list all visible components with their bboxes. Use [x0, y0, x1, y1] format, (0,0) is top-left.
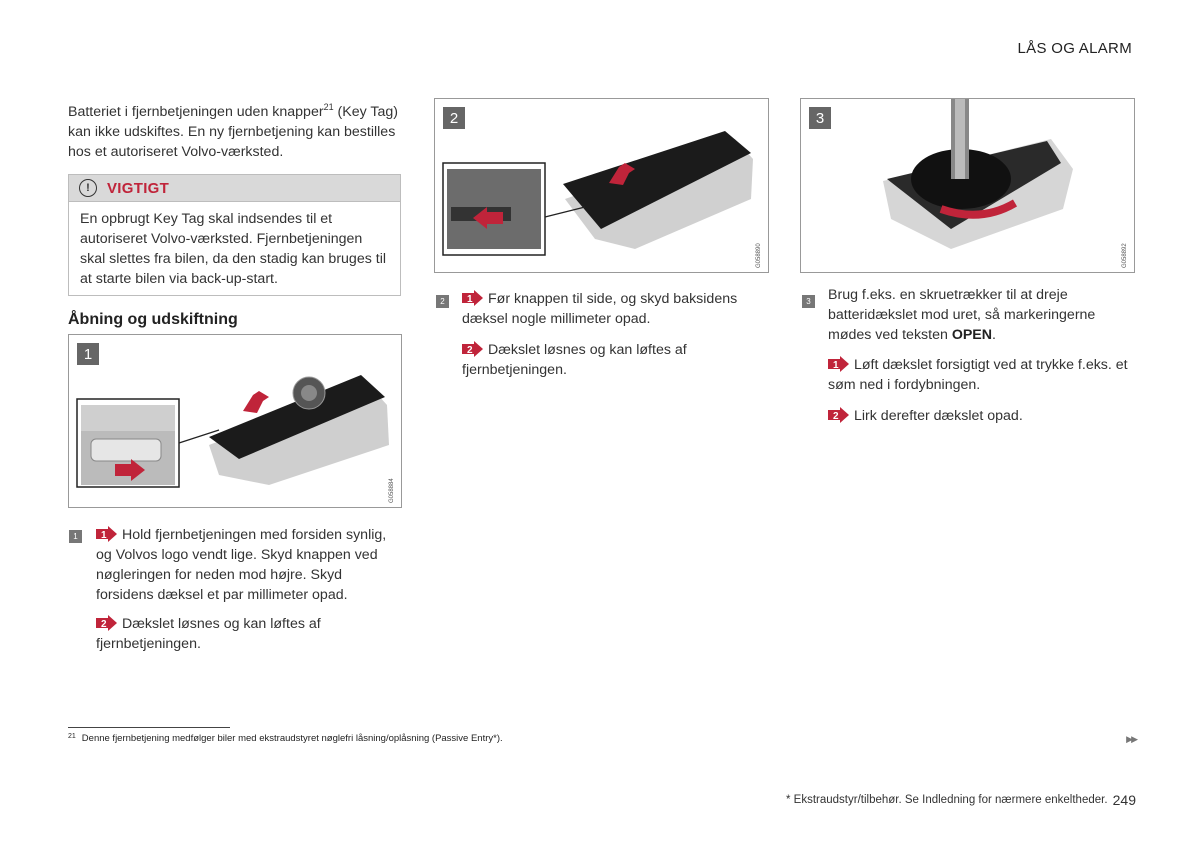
- step-3-item-1: [828, 355, 1132, 395]
- exclamation-circle-icon: !: [79, 179, 97, 197]
- step-text: Dækslet løsnes og kan løftes af fjernbetjeningen.: [462, 342, 687, 378]
- footnote-reference[interactable]: 21: [323, 102, 334, 112]
- arrow-1-icon: [471, 207, 505, 229]
- step-3-item-2: [828, 406, 1132, 426]
- marker-2-icon: [828, 407, 850, 423]
- arrow-2-icon: [607, 163, 637, 187]
- step-1-item-2: [96, 614, 396, 654]
- step-badge: 2: [436, 295, 449, 308]
- marker-1-icon: [462, 290, 484, 306]
- footer-note: * Ekstraudstyr/tilbehør. Se Indledning for nærmere enkeltheder.: [786, 794, 1108, 806]
- marker-1-icon: [828, 356, 850, 372]
- figure-label: 1: [77, 343, 99, 365]
- open-label: OPEN: [951, 327, 993, 343]
- marker-2-icon: [96, 615, 118, 631]
- important-notice: [68, 174, 401, 296]
- svg-text:2: 2: [833, 411, 839, 422]
- arrow-1-icon: [113, 459, 147, 481]
- section-title: LÅS OG ALARM: [1017, 40, 1132, 57]
- important-body: En opbrugt Key Tag skal indsendes til et autoriseret Volvo-værksted. Fjernbetjeningen skal slettes fra bilen, da den stadig kan bruges til at starte bilen via back-up-start.: [80, 211, 386, 287]
- marker-1-icon: [96, 526, 118, 542]
- footnote-divider: [68, 727, 230, 728]
- step-text: Dækslet løsnes og kan løftes af fjernbetjeningen.: [96, 616, 321, 652]
- figure-code: G058884: [389, 478, 395, 503]
- figure-code: G058890: [756, 243, 762, 268]
- svg-text:1: 1: [833, 360, 839, 371]
- figure-label: 3: [809, 107, 831, 129]
- step-2-item-2: [462, 340, 762, 380]
- step-text: Brug f.eks. en skruetrækker til at dreje batteridækslet mod uret, så markeringerne mødes ved teksten: [828, 287, 1096, 343]
- battery-cover-illustration: [801, 99, 1134, 272]
- step-1-item-1: [96, 525, 396, 605]
- marker-2-icon: [462, 341, 484, 357]
- step-text: Hold fjernbetjeningen med forsiden synlig, og Volvos logo vendt lige. Skyd knappen ved nøgleringen for neden mod højre. Skyd forsidens dæksel et par millimeter opad.: [96, 527, 387, 603]
- step-text-end: .: [992, 327, 996, 343]
- step-text: Løft dækslet forsigtigt ved at trykke f.eks. et søm ned i fordybningen.: [828, 357, 1128, 393]
- figure-2: [434, 98, 769, 273]
- key-back-illustration: [435, 99, 768, 272]
- intro-text-continued: (Key Tag) kan ikke udskiftes. En ny fjernbetjening kan bestilles hos et autoriseret Volvo-værksted.: [68, 104, 398, 160]
- footnote-number: 21: [68, 733, 76, 740]
- important-notice-header: [69, 175, 400, 202]
- figure-code: G058892: [1122, 243, 1128, 268]
- figure-1: [68, 334, 402, 508]
- figure-3: [800, 98, 1135, 273]
- svg-text:1: 1: [101, 530, 107, 541]
- footnote-text: Denne fjernbetjening medfølger biler med ekstraudstyret nøglefri låsning/oplåsning (Passive Entry*).: [81, 733, 503, 744]
- intro-text: Batteriet i fjernbetjeningen uden knapper: [68, 104, 324, 120]
- important-title: VIGTIGT: [107, 179, 170, 197]
- double-triangle-right-icon[interactable]: ▶▶: [1126, 734, 1136, 744]
- step-badge: 1: [69, 530, 82, 543]
- step-3-item-0: [828, 285, 1132, 345]
- svg-text:2: 2: [467, 345, 473, 356]
- step-text: Lirk derefter dækslet opad.: [854, 408, 1023, 424]
- step-2-item-1: [462, 289, 762, 329]
- key-front-illustration: [69, 335, 401, 507]
- arrow-2-icon: [241, 391, 271, 415]
- step-text: Før knappen til side, og skyd baksidens dæksel nogle millimeter opad.: [462, 291, 738, 327]
- page-number: 249: [1112, 792, 1136, 808]
- svg-text:2: 2: [101, 619, 107, 630]
- intro-paragraph: [68, 97, 398, 162]
- step-badge: 3: [802, 295, 815, 308]
- section-heading: Åbning og udskiftning: [68, 311, 238, 328]
- footnote: [68, 733, 503, 744]
- svg-text:1: 1: [467, 294, 473, 305]
- figure-label: 2: [443, 107, 465, 129]
